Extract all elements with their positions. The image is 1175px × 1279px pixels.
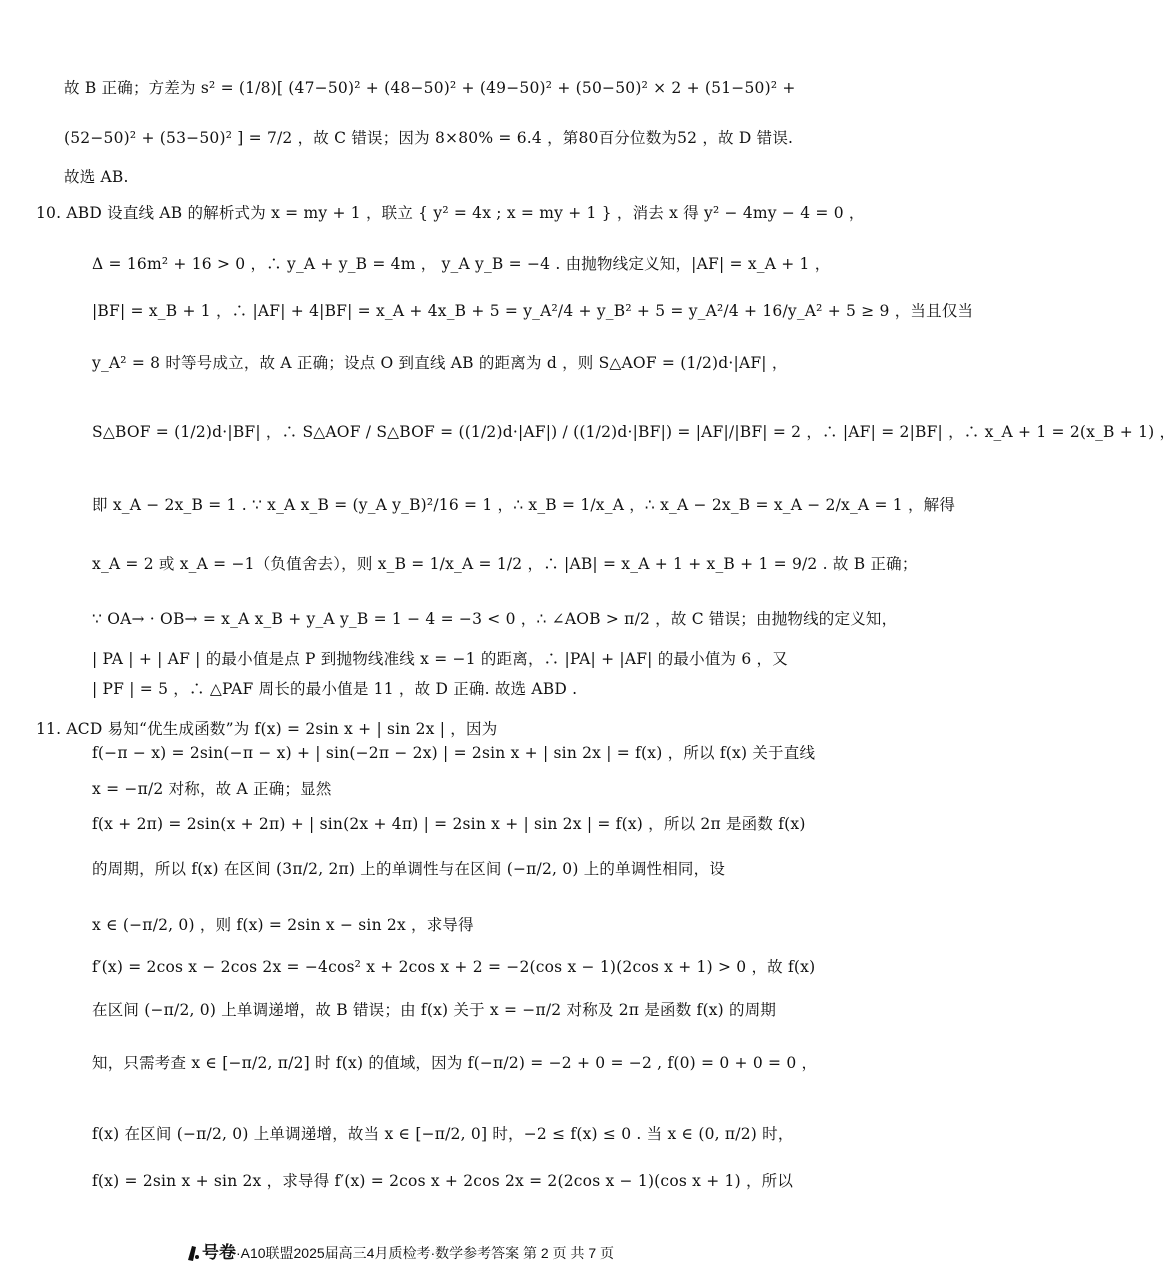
text-line-range-check: 知，只需考查 x ∈ [−π/2, π/2] 时 f(x) 的值域，因为 f(−π/2) = −2 + 0 = −2 , f(0) = 0 + 0 = 0 ，	[92, 1054, 818, 1072]
brand-logo-icon	[186, 1244, 200, 1262]
text-line-range-negative: f(x) 在区间 (−π/2, 0) 上单调递增，故当 x ∈ [−π/2, 0] 时，−2 ≤ f(x) ≤ 0 . 当 x ∈ (0, π/2) 时，	[92, 1125, 794, 1143]
text-line-ab-length: x_A = 2 或 x_A = −1（负值舍去），则 x_B = 1/x_A = 1/2 ，∴ |AB| = x_A + 1 + x_B + 1 = 9/2 . 故 B 正确；	[92, 555, 918, 573]
text-line-assume-x: x ∈ (−π/2, 0) ，则 f(x) = 2sin x − sin 2x ，求导得	[92, 916, 474, 934]
text-line-af-bf-sum: |BF| = x_B + 1 ，∴ |AF| + 4|BF| = x_A + 4x_B + 5 = y_A²/4 + y_B² + 5 = y_A²/4 + 16/y_A² + 5 ≥ 9 ，当且仅当	[92, 302, 974, 320]
text-line-area-ratio: S△BOF = (1/2)d·|BF| ，∴ S△AOF / S△BOF = ((1/2)d·|AF|) / ((1/2)d·|BF|) = |AF|/|BF| = 2 ，∴ |AF| = 2|BF| ，∴ x_A + 1 = 2(x_B + 1) ，	[92, 423, 1175, 441]
text-line-equality-case: y_A² = 8 时等号成立，故 A 正确；设点 O 到直线 AB 的距离为 d ，则 S△AOF = (1/2)d·|AF| ，	[92, 354, 788, 372]
text-line-symmetry: f(−π − x) = 2sin(−π − x) + | sin(−2π − 2x) | = 2sin x + | sin 2x | = f(x) ，所以 f(x) 关于直线	[92, 744, 816, 762]
text-line-derivative: f′(x) = 2cos x − 2cos 2x = −4cos² x + 2cos x + 2 = −2(cos x − 1)(2cos x + 1) > 0 ，故 f(x)	[92, 958, 816, 976]
question-11-heading: 11. ACD 易知“优生成函数”为 f(x) = 2sin x + | sin 2x | ，因为	[36, 720, 498, 738]
text-line-min-distance: | PA | + | AF | 的最小值是点 P 到抛物线准线 x = −1 的距离，∴ |PA| + |AF| 的最小值为 6 ，又	[92, 650, 788, 668]
text-line-variance: 故 B 正确；方差为 s² = (1/8)[ (47−50)² + (48−50)² + (49−50)² + (50−50)² × 2 + (51−50)² +	[64, 79, 796, 97]
text-line-period: f(x + 2π) = 2sin(x + 2π) + | sin(2x + 4π) | = 2sin x + | sin 2x | = f(x) ，所以 2π 是函数 f(x)	[92, 815, 806, 833]
text-line-monotonic-same: 的周期，所以 f(x) 在区间 (3π/2, 2π) 上的单调性与在区间 (−π/2, 0) 上的单调性相同，设	[92, 860, 726, 878]
text-line-symmetric-axis: x = −π/2 对称，故 A 正确；显然	[92, 780, 332, 798]
text-line-derivative-positive: f(x) = 2sin x + sin 2x ，求导得 f′(x) = 2cos x + 2cos 2x = 2(2cos x − 1)(cos x + 1) ，所以	[92, 1172, 794, 1190]
text-line-perimeter: | PF | = 5 ，∴ △PAF 周长的最小值是 11 ，故 D 正确. 故选 ABD .	[92, 680, 578, 698]
text-line-increasing: 在区间 (−π/2, 0) 上单调递增，故 B 错误；由 f(x) 关于 x = −π/2 对称及 2π 是函数 f(x) 的周期	[92, 1001, 777, 1019]
text-line-variance-result: (52−50)² + (53−50)² ] = 7/2 ，故 C 错误；因为 8×80% = 6.4 ，第80百分位数为52 ，故 D 错误.	[64, 129, 794, 147]
question-10-heading: 10. ABD 设直线 AB 的解析式为 x = my + 1 ，联立 { y² = 4x ; x = my + 1 } ，消去 x 得 y² − 4my − 4 = 0 ，	[36, 204, 865, 222]
footer-text: ·A10联盟2025届高三4月质检考·数学参考答案 第 2 页 共 7 页	[235, 1245, 615, 1261]
text-line-dot-product: ∵ OA→ · OB→ = x_A x_B + y_A y_B = 1 − 4 = −3 < 0 ，∴ ∠AOB > π/2 ，故 C 错误；由抛物线的定义知，	[92, 610, 898, 628]
page-footer	[0, 1238, 800, 1263]
text-line-discriminant: Δ = 16m² + 16 > 0 ，∴ y_A + y_B = 4m ， y_A y_B = −4 . 由抛物线定义知，|AF| = x_A + 1 ，	[92, 255, 831, 273]
text-line-answer-ab: 故选 AB.	[64, 168, 129, 186]
text-line-xa-xb: 即 x_A − 2x_B = 1 . ∵ x_A x_B = (y_A y_B)²/16 = 1 ，∴ x_B = 1/x_A ，∴ x_A − 2x_B = x_A − 2/x_A = 1 ，解得	[92, 496, 956, 514]
brand-mark: 号卷	[201, 1243, 236, 1263]
